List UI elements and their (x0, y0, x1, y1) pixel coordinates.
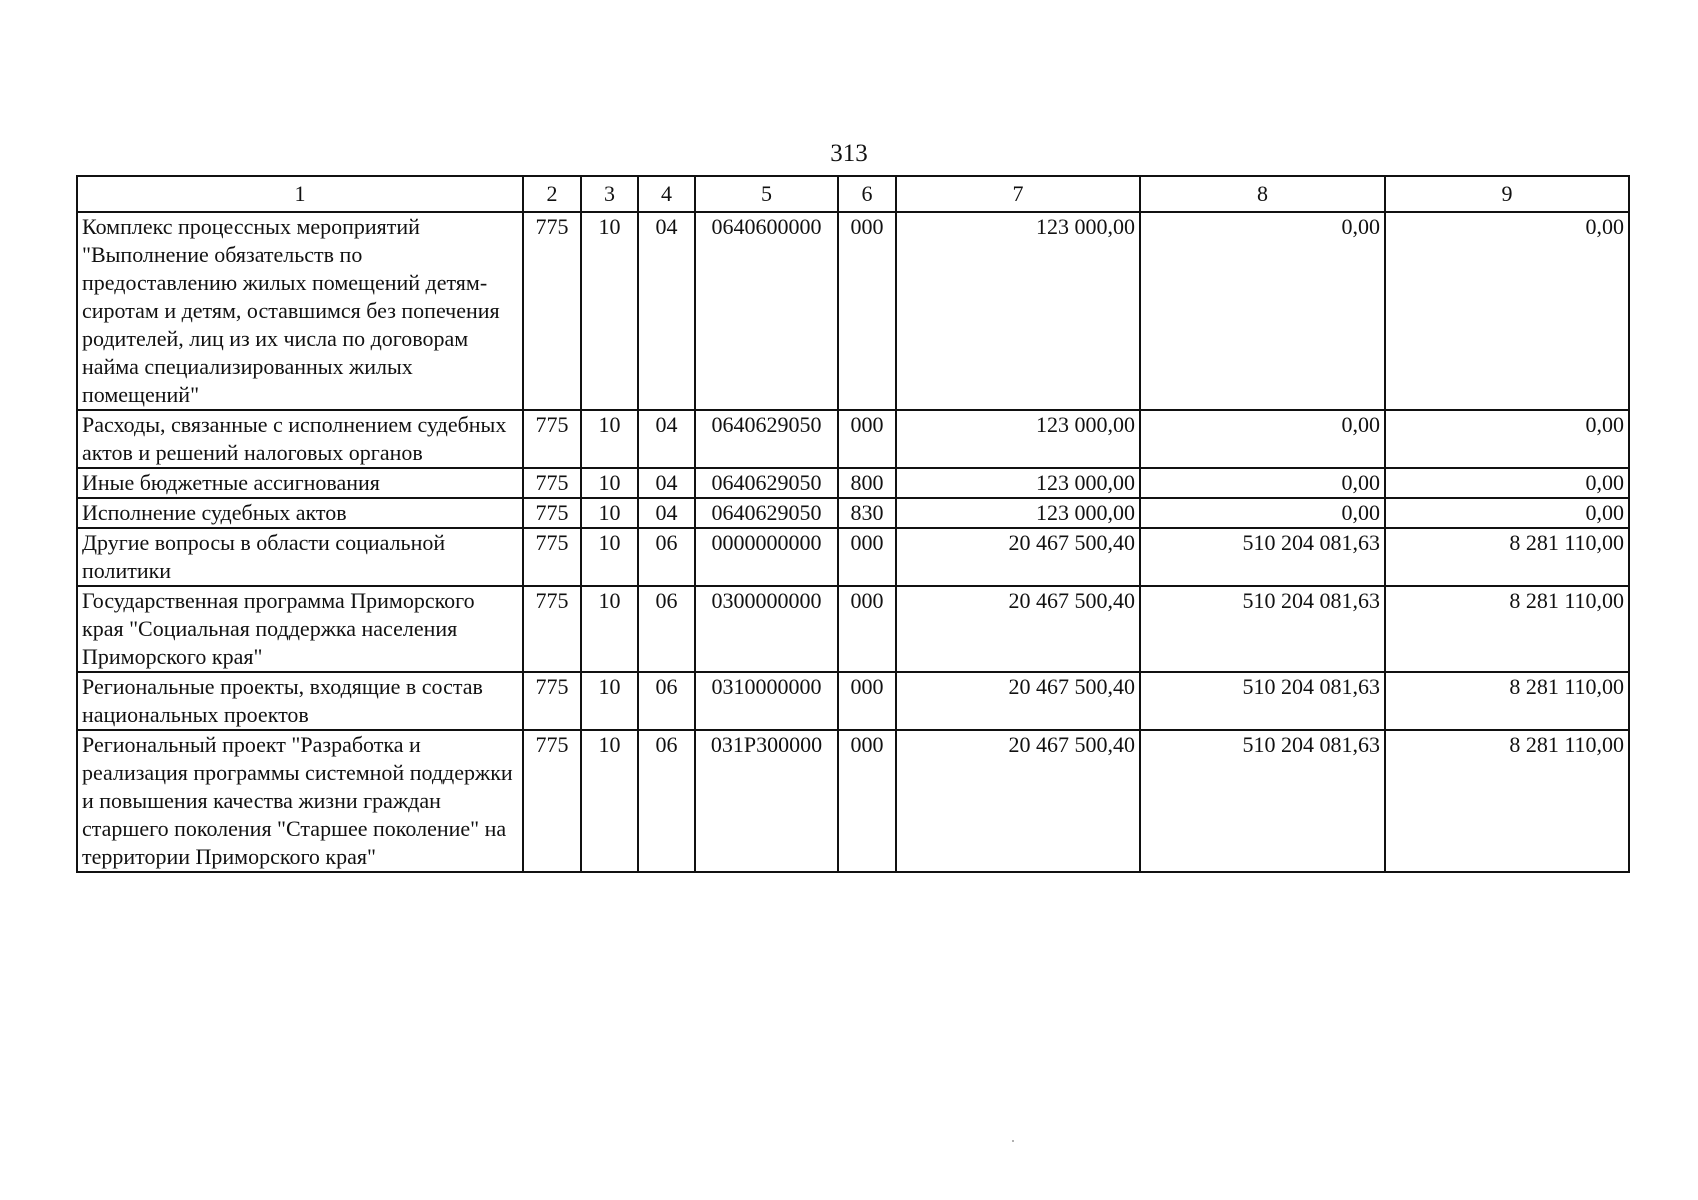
amount-col-8: 510 204 081,63 (1140, 586, 1385, 672)
row-description: Комплекс процессных мероприятий "Выполнение обязательств по предоставлению жилых помещений детям-сиротам и детям, оставшимся без попечения родителей, лиц из их числа по договорам найма специализированных жилых помещений" (77, 212, 523, 410)
column-header: 6 (838, 176, 896, 212)
amount-col-8: 0,00 (1140, 498, 1385, 528)
amount-col-7: 123 000,00 (896, 212, 1140, 410)
cell-col-2: 775 (523, 410, 581, 468)
cell-col-3: 10 (581, 468, 638, 498)
table-row (77, 212, 1629, 410)
table-row (77, 410, 1629, 468)
cell-col-4: 06 (638, 586, 695, 672)
cell-col-5: 0640629050 (695, 498, 838, 528)
cell-col-4: 06 (638, 528, 695, 586)
cell-col-4: 04 (638, 468, 695, 498)
cell-col-3: 10 (581, 528, 638, 586)
cell-col-6: 000 (838, 586, 896, 672)
cell-col-4: 06 (638, 672, 695, 730)
row-description: Расходы, связанные с исполнением судебных актов и решений налоговых органов (77, 410, 523, 468)
amount-col-9: 8 281 110,00 (1385, 672, 1629, 730)
cell-col-6: 000 (838, 730, 896, 872)
cell-col-6: 000 (838, 528, 896, 586)
cell-col-6: 000 (838, 212, 896, 410)
table-row (77, 672, 1629, 730)
amount-col-9: 8 281 110,00 (1385, 586, 1629, 672)
amount-col-7: 123 000,00 (896, 468, 1140, 498)
amount-col-8: 510 204 081,63 (1140, 528, 1385, 586)
column-header: 5 (695, 176, 838, 212)
column-header: 9 (1385, 176, 1629, 212)
amount-col-9: 0,00 (1385, 212, 1629, 410)
table-row (77, 586, 1629, 672)
cell-col-2: 775 (523, 672, 581, 730)
header-row (77, 176, 1629, 212)
cell-col-3: 10 (581, 212, 638, 410)
cell-col-5: 0640629050 (695, 468, 838, 498)
column-header: 2 (523, 176, 581, 212)
cell-col-4: 04 (638, 212, 695, 410)
amount-col-8: 0,00 (1140, 410, 1385, 468)
table-row (77, 730, 1629, 872)
amount-col-8: 510 204 081,63 (1140, 730, 1385, 872)
budget-table (76, 175, 1630, 873)
cell-col-3: 10 (581, 730, 638, 872)
cell-col-2: 775 (523, 212, 581, 410)
amount-col-9: 0,00 (1385, 498, 1629, 528)
cell-col-5: 0640629050 (695, 410, 838, 468)
cell-col-6: 800 (838, 468, 896, 498)
amount-col-8: 0,00 (1140, 212, 1385, 410)
amount-col-7: 20 467 500,40 (896, 672, 1140, 730)
cell-col-3: 10 (581, 410, 638, 468)
cell-col-2: 775 (523, 730, 581, 872)
cell-col-6: 000 (838, 672, 896, 730)
cell-col-6: 000 (838, 410, 896, 468)
cell-col-5: 0300000000 (695, 586, 838, 672)
table-row (77, 498, 1629, 528)
row-description: Региональный проект "Разработка и реализация программы системной поддержки и повышения качества жизни граждан старшего поколения "Старшее поколение" на территории Приморского края" (77, 730, 523, 872)
cell-col-2: 775 (523, 586, 581, 672)
table-row (77, 528, 1629, 586)
amount-col-9: 8 281 110,00 (1385, 528, 1629, 586)
cell-col-3: 10 (581, 672, 638, 730)
amount-col-8: 0,00 (1140, 468, 1385, 498)
column-header: 1 (77, 176, 523, 212)
cell-col-5: 031P300000 (695, 730, 838, 872)
amount-col-9: 8 281 110,00 (1385, 730, 1629, 872)
row-description: Иные бюджетные ассигнования (77, 468, 523, 498)
column-header: 4 (638, 176, 695, 212)
cell-col-5: 0310000000 (695, 672, 838, 730)
row-description: Государственная программа Приморского края "Социальная поддержка населения Приморского края" (77, 586, 523, 672)
cell-col-4: 04 (638, 498, 695, 528)
cell-col-2: 775 (523, 498, 581, 528)
cell-col-2: 775 (523, 528, 581, 586)
column-header: 3 (581, 176, 638, 212)
row-description: Региональные проекты, входящие в состав национальных проектов (77, 672, 523, 730)
cell-col-3: 10 (581, 586, 638, 672)
amount-col-8: 510 204 081,63 (1140, 672, 1385, 730)
column-header: 7 (896, 176, 1140, 212)
amount-col-7: 20 467 500,40 (896, 586, 1140, 672)
row-description: Исполнение судебных актов (77, 498, 523, 528)
cell-col-5: 0000000000 (695, 528, 838, 586)
cell-col-4: 06 (638, 730, 695, 872)
cell-col-3: 10 (581, 498, 638, 528)
cell-col-5: 0640600000 (695, 212, 838, 410)
amount-col-7: 20 467 500,40 (896, 528, 1140, 586)
row-description: Другие вопросы в области социальной политики (77, 528, 523, 586)
cell-col-2: 775 (523, 468, 581, 498)
amount-col-7: 123 000,00 (896, 498, 1140, 528)
amount-col-9: 0,00 (1385, 468, 1629, 498)
amount-col-9: 0,00 (1385, 410, 1629, 468)
cell-col-6: 830 (838, 498, 896, 528)
amount-col-7: 123 000,00 (896, 410, 1140, 468)
column-header: 8 (1140, 176, 1385, 212)
page-number: 313 (830, 140, 868, 167)
scan-speck (1012, 1140, 1014, 1142)
cell-col-4: 04 (638, 410, 695, 468)
table-row (77, 468, 1629, 498)
amount-col-7: 20 467 500,40 (896, 730, 1140, 872)
